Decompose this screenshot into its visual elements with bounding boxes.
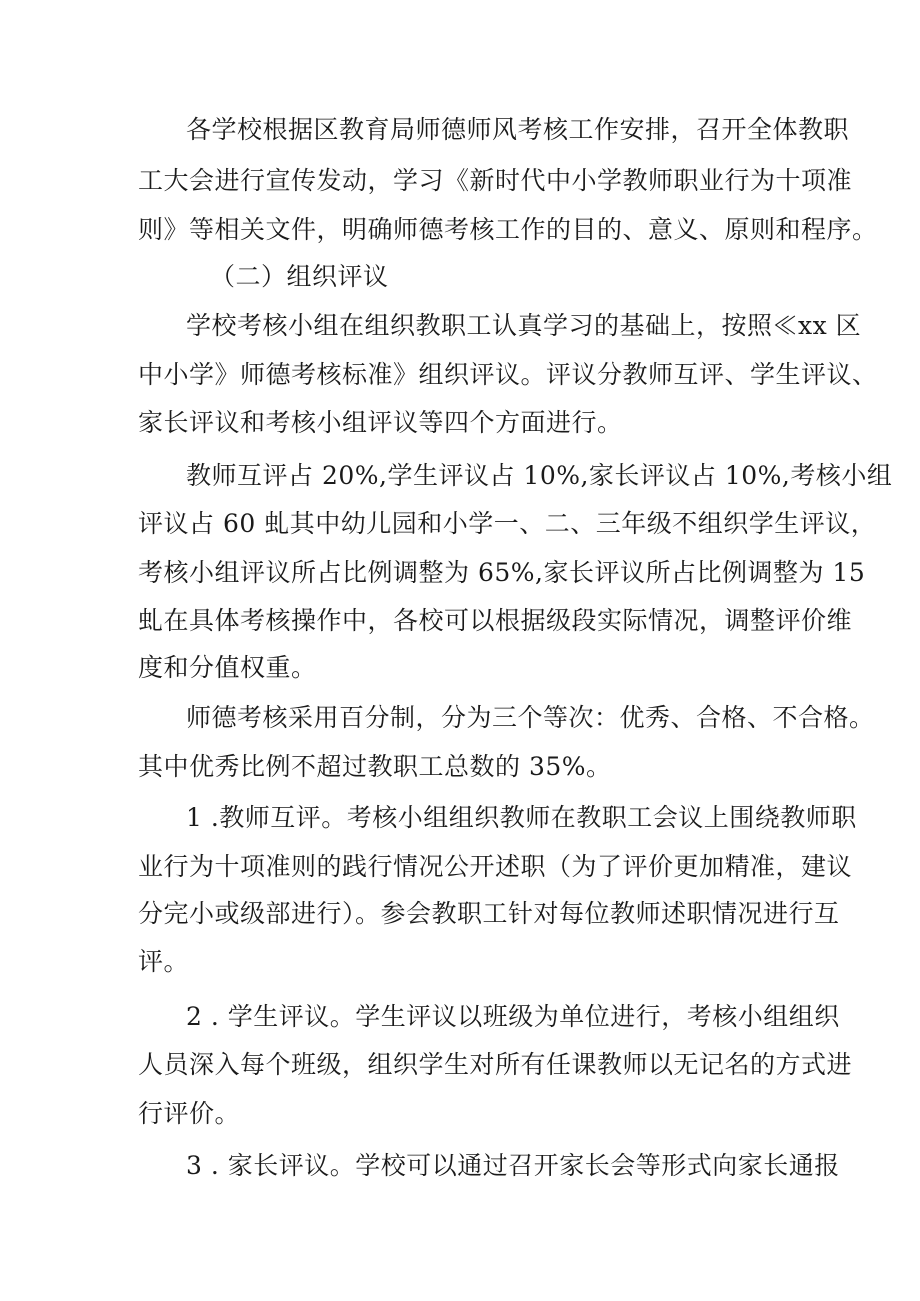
list-item-line: 2 . 学生评议。学生评议以班级为单位进行，考核小组组织 bbox=[186, 1002, 840, 1031]
paragraph-line: 工大会进行宣传发动，学习《新时代中小学教师职业行为十项准 bbox=[138, 166, 853, 195]
section-heading: （二）组织评议 bbox=[210, 262, 389, 291]
paragraph-line: 教师互评占 20%,学生评议占 10%,家长评议占 10%,考核小组 bbox=[186, 461, 893, 490]
paragraph-line: 各学校根据区教育局师德师风考核工作安排，召开全体教职 bbox=[186, 115, 850, 144]
paragraph-line: 学校考核小组在组织教职工认真学习的基础上，按照≪xx 区 bbox=[186, 311, 862, 340]
list-item-line: 行评价。 bbox=[138, 1099, 241, 1128]
paragraph-line: 评议占 60 虬其中幼儿园和小学一、二、三年级不组织学生评议， bbox=[138, 509, 877, 538]
paragraph-line: 中小学》师德考核标准》组织评议。评议分教师互评、学生评议、 bbox=[138, 360, 878, 389]
paragraph-line: 其中优秀比例不超过教职工总数的 35%。 bbox=[138, 752, 612, 781]
paragraph-line: 师德考核采用百分制，分为三个等次：优秀、合格、不合格。 bbox=[186, 703, 875, 732]
list-item-line: 人员深入每个班级，组织学生对所有任课教师以无记名的方式进 bbox=[138, 1050, 853, 1079]
list-item-line: 分完小或级部进行）。参会教职工针对每位教师述职情况进行互 bbox=[138, 899, 840, 928]
list-item-line: 3 . 家长评议。学校可以通过召开家长会等形式向家长通报 bbox=[186, 1151, 840, 1180]
list-item-line: 1 .教师互评。考核小组组织教师在教职工会议上围绕教师职 bbox=[186, 803, 857, 832]
paragraph-line: 则》等相关文件，明确师德考核工作的目的、意义、原则和程序。 bbox=[138, 215, 878, 244]
paragraph-line: 家长评议和考核小组评议等四个方面进行。 bbox=[138, 408, 623, 437]
paragraph-line: 考核小组评议所占比例调整为 65%,家长评议所占比例调整为 15 bbox=[138, 558, 866, 587]
paragraph-line: 度和分值权重。 bbox=[138, 653, 317, 682]
paragraph-line: 虬在具体考核操作中，各校可以根据级段实际情况，调整评价维 bbox=[138, 606, 853, 635]
list-item-line: 评。 bbox=[138, 947, 190, 976]
list-item-line: 业行为十项准则的践行情况公开述职（为了评价更加精准，建议 bbox=[138, 852, 853, 881]
